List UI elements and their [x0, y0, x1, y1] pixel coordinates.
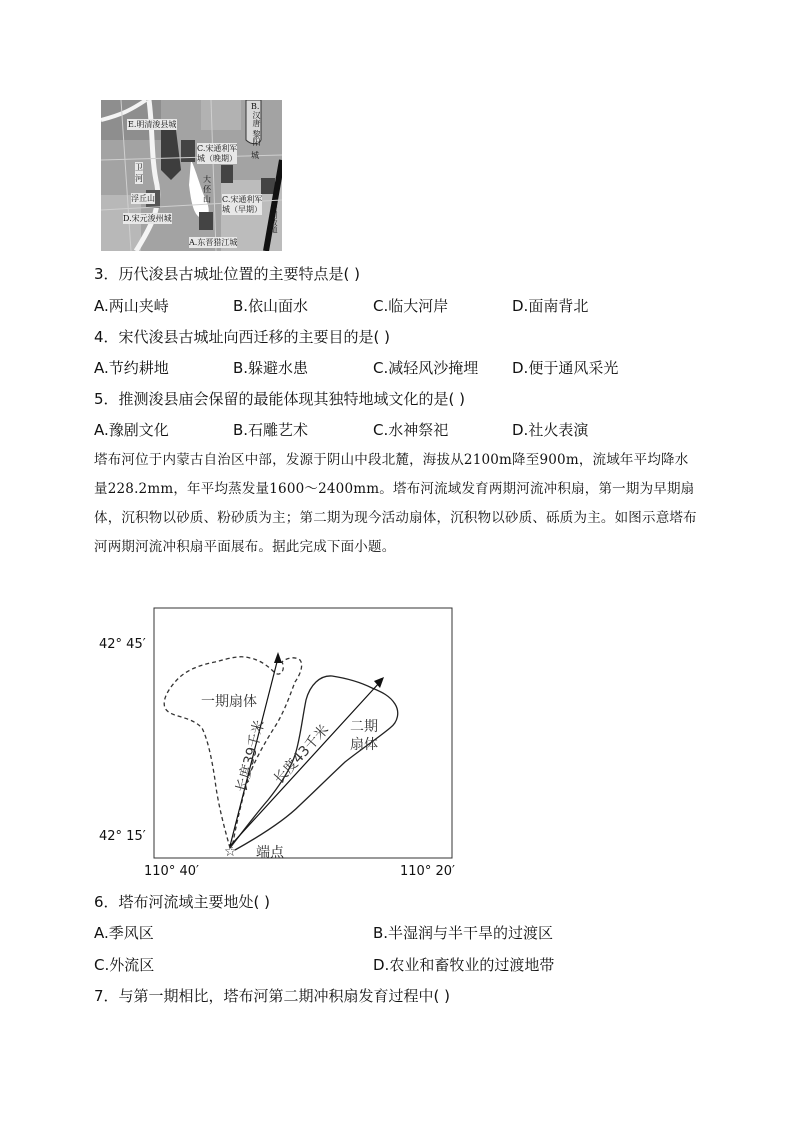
lon-label-left: 110° 40′: [144, 864, 199, 879]
map-label-mountain1: 大: [203, 175, 211, 184]
map-label-c-late2: 城（晚期）: [197, 154, 237, 163]
question-6-option-d[interactable]: D.农业和畜牧业的过渡地带: [373, 956, 555, 974]
map-label-c-early2: 城（早期）: [222, 205, 262, 214]
question-3-option-d[interactable]: D.面南背北: [512, 297, 589, 315]
fan1-length-label: 长度39千米: [233, 718, 269, 794]
endpoint-star-icon: ☆: [224, 844, 237, 860]
fan2-length-label: 长度43千米: [271, 721, 333, 788]
question-5-option-b[interactable]: B.石雕艺术: [233, 421, 309, 439]
question-3-option-c[interactable]: C.临大河岸: [373, 297, 449, 315]
map-label-e: E.明清浚县城: [128, 120, 177, 129]
question-6-option-c[interactable]: C.外流区: [94, 956, 155, 974]
question-4-option-a[interactable]: A.节约耕地: [94, 359, 169, 377]
question-7-stem: 7．与第一期相比，塔布河第二期冲积扇发育过程中( ): [94, 987, 451, 1005]
map-label-b3: 黎阳: [252, 130, 261, 146]
question-3-stem: 3．历代浚县古城址位置的主要特点是( ): [94, 265, 361, 283]
map-label-a: A.东晋猎江城: [189, 238, 238, 247]
question-5-option-c[interactable]: C.水神祭祀: [373, 421, 449, 439]
question-6-option-b[interactable]: B.半湿润与半干旱的过渡区: [373, 924, 554, 942]
question-5-option-a[interactable]: A.豫剧文化: [94, 421, 169, 439]
question-5-option-d[interactable]: D.社火表演: [512, 421, 589, 439]
lat-label-top: 42° 45′: [99, 637, 146, 652]
map-label-wei2: 河: [135, 174, 143, 183]
lon-label-right: 110° 20′: [400, 864, 455, 879]
fan1-label: 一期扇体: [201, 694, 257, 710]
reading-passage: 塔布河位于内蒙古自治区中部，发源于阴山中段北麓，海拔从2100m降至900m，流域年平均降水量228.2mm，年平均蒸发量1600～2400mm。塔布河流域发育两期河流冲积扇，第一期为早期扇体，沉积物以砂质、粉砂质为主；第二期为现今活动扇体，沉积物以砂质、砾质为主。如图示意塔布河两期河流冲积扇平面展布。据此完成下面小题。: [94, 452, 697, 555]
map-label-b4: 城: [251, 151, 259, 160]
fan1-boundary: [164, 657, 301, 848]
question-6-option-a[interactable]: A.季风区: [94, 924, 154, 942]
question-4-option-d[interactable]: D.便于通风采光: [512, 359, 619, 377]
question-4-stem: 4．宋代浚县古城址向西迁移的主要目的是( ): [94, 328, 391, 346]
map-label-fuqiu: 浮丘山: [131, 194, 155, 203]
question-5-stem: 5．推测浚县庙会保留的最能体现其独特地域文化的是( ): [94, 390, 466, 408]
map-label-b2: 汉唐: [252, 111, 261, 127]
map-label-wei1: 卫: [135, 163, 143, 172]
question-6-stem: 6．塔布河流域主要地处( ): [94, 893, 271, 911]
map-label-c-late: C.宋通利军: [197, 144, 238, 153]
lat-label-bottom: 42° 15′: [99, 829, 146, 844]
figure-frame: [154, 608, 452, 858]
question-4-option-b[interactable]: B.躲避水患: [233, 359, 309, 377]
map-label-b1: B.: [251, 102, 260, 111]
map-label-mountain2: 伾: [203, 185, 211, 194]
fan2-label-line2: 扇体: [350, 737, 378, 753]
question-3-option-a[interactable]: A.两山夹峙: [94, 297, 169, 315]
map-label-d: D.宋元浚州城: [123, 214, 172, 223]
question-4-option-c[interactable]: C.减轻风沙掩埋: [373, 359, 479, 377]
fan2-label-line1: 二期: [350, 719, 378, 735]
ancient-city-map-photo: [101, 100, 282, 251]
alluvial-fan-figure: [90, 600, 470, 890]
map-label-c-early: C.宋通利军: [222, 195, 263, 204]
map-label-mountain3: 山: [203, 195, 211, 204]
fan1-arrowhead: [274, 652, 282, 663]
map-label-road: 黄河故道: [270, 205, 278, 233]
question-3-option-b[interactable]: B.依山面水: [233, 297, 309, 315]
endpoint-label: 端点: [256, 845, 284, 861]
